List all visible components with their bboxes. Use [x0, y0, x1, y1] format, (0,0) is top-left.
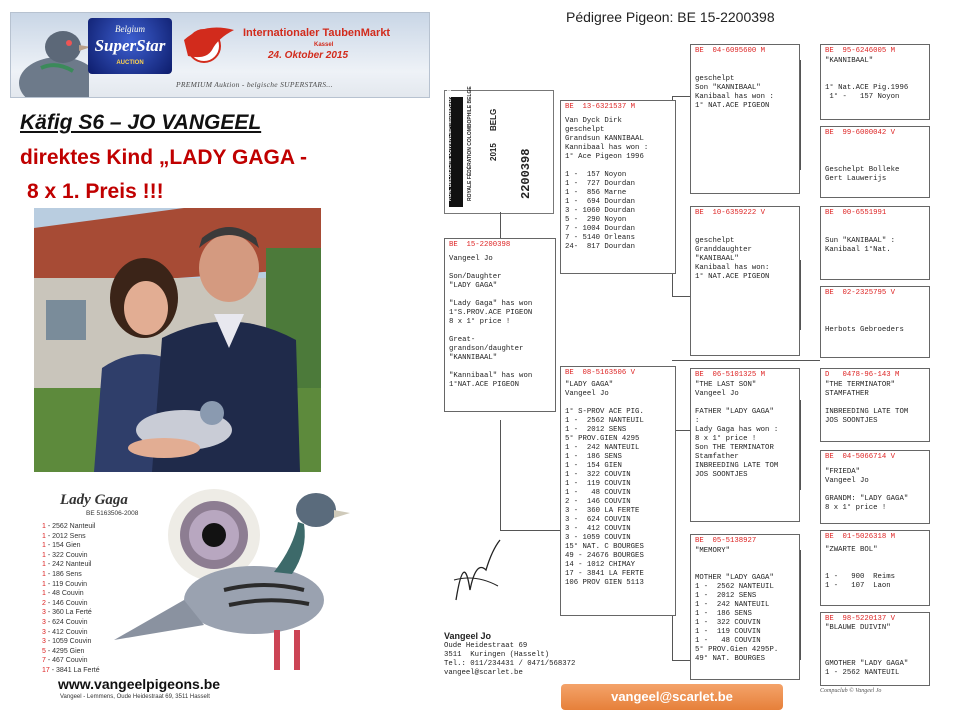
result-row: 1 - 2562 Nanteuil	[42, 523, 96, 530]
result-row: 2 - 146 Couvin	[42, 599, 88, 607]
result-row: 7 - 467 Couvin	[42, 657, 88, 665]
breeder-name: Vangeel Jo	[444, 631, 492, 641]
box-text: "MEMORY" MOTHER "LADY GAGA" 1 - 2562 NANTEUIL 1 - 2012 SENS 1 - 242 NANTEUIL 1 - 186 SENS 1 - 322 COUVIN 1 - 119 COUVIN 1 - 48 COUVIN 5° PROV.Gien 4295P. 49° NAT. BOURGES	[695, 547, 779, 663]
market-date: 24. Oktober 2015	[268, 50, 349, 61]
pedigree-box-sire-dam	[690, 206, 800, 356]
breeders-photo-illustration	[34, 208, 321, 472]
connector-line	[672, 96, 690, 97]
pedigree-box-sss	[820, 44, 930, 120]
result-row: 1 - 186 Sens	[42, 570, 82, 578]
cage-heading: Käfig S6 – JO VANGEEL	[20, 111, 262, 134]
ring-card-org: KON. BELGISCHE DUIVENLIEFHEBBERSBOND	[447, 87, 453, 201]
pedigree-title: Pédigree Pigeon: BE 15-2200398	[566, 9, 775, 25]
box-text: Van Dyck Dirk geschelpt Grandsun KANNIBAAL Kannibaal has won : 1° Ace Pigeon 1996 1 - 157 Noyon 1 - 727 Dourdan 1 - 856 Marne 1 - 694 Dourdan 3 - 1060 Dourdan 5 - 290 Noyon 7 - 1004 Dourdan 7 - 5140 Orleans 24- 817 Dourdan	[565, 117, 649, 251]
ring-number: BE 04-5066714 V	[825, 453, 896, 461]
connector-line	[672, 660, 690, 661]
signature	[446, 530, 506, 610]
result-row: 3 - 360 La Ferté	[42, 609, 92, 617]
box-text: "THE LAST SON" Vangeel Jo FATHER "LADY GAGA" : Lady Gaga has won : 8 x 1° price ! Son THE TERMINATOR Stamfather INBREEDING LATE TOM JOS SOONTJES	[695, 381, 779, 479]
result-row: 1 - 2012 Sens	[42, 532, 86, 540]
connector-line	[800, 550, 801, 660]
pedigree-box-sire-sire	[690, 44, 800, 194]
lady-gaga-results	[42, 522, 100, 676]
box-text: Herbots Gebroeders	[825, 326, 904, 334]
pedigree-box-dam-sire	[690, 368, 800, 522]
pedigree-box-dam	[560, 366, 676, 616]
pedigree-box-sire	[560, 100, 676, 274]
ring-card-year: 2015	[489, 143, 498, 161]
superstar-top-text: Belgium	[115, 24, 145, 34]
box-text: "ZWARTE BOL" 1 - 900 Reims 1 - 107 Laon	[825, 546, 896, 590]
pedigree-box-dss	[820, 368, 930, 442]
ring-number: BE 15-2200398	[449, 241, 511, 249]
box-text: Geschelpt Bolleke Gert Lauwerijs	[825, 166, 900, 183]
ring-number: BE 00-6551991	[825, 209, 887, 217]
ring-number: BE 06-5101325 M	[695, 371, 766, 379]
connector-line	[800, 260, 801, 330]
pedigree-box-dsd	[820, 450, 930, 524]
ring-number: BE 10-6359222 V	[695, 209, 766, 217]
connector-line	[800, 400, 801, 490]
pedigree-box-dds	[820, 530, 930, 606]
box-text: geschelpt Son "KANNIBAAL" Kanibaal has won : 1° NAT.ACE PIGEON	[695, 75, 774, 110]
pedigree-box-sdd	[820, 286, 930, 358]
box-text: Sun "KANIBAAL" : Kanibaal 1°Nat.	[825, 237, 896, 254]
result-row: 3 - 624 Couvin	[42, 618, 88, 626]
box-text: geschelpt Granddaughter "KANIBAAL" Kanibaal has won: 1° NAT.ACE PIGEON	[695, 237, 770, 281]
ring-card	[444, 86, 554, 214]
market-city: Kassel	[314, 42, 334, 48]
result-row: 1 - 242 Nanteuil	[42, 561, 92, 569]
ring-number: BE 04-6095600 M	[695, 47, 766, 55]
connector-line	[500, 420, 501, 530]
result-row: 3 - 412 Couvin	[42, 628, 88, 636]
ring-number: BE 95-6246005 M	[825, 47, 896, 55]
lady-gaga-ring: BE 5163506-2008	[86, 510, 139, 517]
box-text: "KANNIBAAL" 1° Nat.ACE Pig.1996 1° - 157 Noyon	[825, 57, 909, 101]
result-row: 5 - 4295 Gien	[42, 647, 85, 655]
superstar-sub-text: AUCTION	[116, 60, 144, 66]
breeder-address: Oude Heidestraat 69 3511 Kuringen (Hasselt) Tel.: 011/234431 / 0471/568372 vangeel@scarlet.be	[444, 642, 576, 677]
copyright-text: Compuclub © Vangeel Jo	[820, 688, 882, 694]
box-text: "LADY GAGA" Vangeel Jo 1° S-PROV ACE PIG. 1 - 2562 NANTEUIL 1 - 2012 SENS 5° PROV.GIEN 4295 1 - 242 NANTEUIL 1 - 186 SENS 1 - 154 GIEN 1 - 322 COUVIN 1 - 119 COUVIN 1 - 48 COUVIN 2 - 146 COUVIN 3 - 360 LA FERTE 3 - 624 COUVIN 3 - 412 COUVIN 3 - 1059 COUVIN 15° NAT. C BOURGES 49 - 24676 BOURGES 14 - 1012 CHIMAY 17 - 3841 LA FERTE 106 PROV GIEN 5113	[565, 381, 644, 587]
pedigree-box-sds	[820, 206, 930, 280]
superstar-main-text: SuperStar	[94, 36, 166, 55]
ring-number: BE 99-6000042 V	[825, 129, 896, 137]
breeder-address-small: Vangeel - Lemmens, Oude Heidestraat 69, 3511 Hasselt	[60, 694, 210, 700]
box-text: "THE TERMINATOR" STAMFATHER INBREEDING LATE TOM JOS SOONTJES	[825, 381, 909, 425]
premium-text: PREMIUM Auktion - belgische SUPERSTARS...	[176, 80, 333, 89]
ring-card-number: 2200398	[519, 148, 533, 199]
dove-globe-icon	[178, 20, 240, 66]
pedigree-box-ddd	[820, 612, 930, 686]
ring-number: BE 13-6321537 M	[565, 103, 636, 111]
ring-number: BE 05-5138927	[695, 537, 757, 545]
ring-number: BE 01-5026318 M	[825, 533, 896, 541]
pedigree-box-ssd	[820, 126, 930, 198]
connector-line	[672, 296, 690, 297]
box-text: Vangeel Jo Son/Daughter "LADY GAGA" "Lady Gaga" has won 1°S.PROV.ACE PIGEON 8 x 1° price ! Great- grandson/daughter "KANNIBAAL" "Kannibaal" has won 1°NAT.ACE PIGEON	[449, 255, 533, 389]
connector-line	[800, 60, 801, 170]
result-row: 3 - 1059 Couvin	[42, 638, 92, 646]
connector-line	[500, 212, 501, 240]
result-row: 1 - 48 Couvin	[42, 590, 84, 598]
connector-line	[500, 530, 560, 531]
result-row: 1 - 154 Gien	[42, 542, 81, 550]
pedigree-box-dam-dam	[690, 534, 800, 680]
ring-number: D 0478-96-143 M	[825, 371, 900, 379]
breeders-photo	[34, 208, 321, 472]
result-row: 1 - 322 Couvin	[42, 551, 88, 559]
market-title: Internationaler TaubenMarkt	[243, 27, 391, 39]
result-row: 17 - 3841 La Ferté	[42, 666, 100, 674]
website-link[interactable]: www.vangeelpigeons.be	[58, 676, 221, 692]
ring-number: BE 98-5220137 V	[825, 615, 896, 623]
box-text: "FRIEDA" Vangeel Jo GRANDM: "LADY GAGA" 8 x 1° price !	[825, 468, 909, 512]
prizes-heading: 8 x 1. Preis !!!	[27, 180, 164, 203]
email-bar[interactable]: vangeel@scarlet.be	[561, 684, 783, 710]
ring-card-org2: ROYALE FÉDÉRATION COLOMBOPHILE BELGE	[467, 86, 473, 201]
superstar-logo	[88, 18, 172, 74]
connector-line	[672, 360, 820, 361]
ring-number: BE 02-2325795 V	[825, 289, 896, 297]
ring-number: BE 08-5163506 V	[565, 369, 636, 377]
lady-gaga-name: Lady Gaga	[60, 492, 128, 508]
ring-card-country: BELG	[489, 108, 498, 131]
box-text: "BLAUWE DUIVIN" GMOTHER "LADY GAGA" 1 - 2562 NANTEUIL	[825, 624, 909, 677]
pigeon-head-icon	[11, 13, 89, 97]
pedigree-box-main	[444, 238, 556, 412]
child-heading: direktes Kind „LADY GAGA -	[20, 146, 308, 169]
result-row: 1 - 119 Couvin	[42, 580, 88, 588]
